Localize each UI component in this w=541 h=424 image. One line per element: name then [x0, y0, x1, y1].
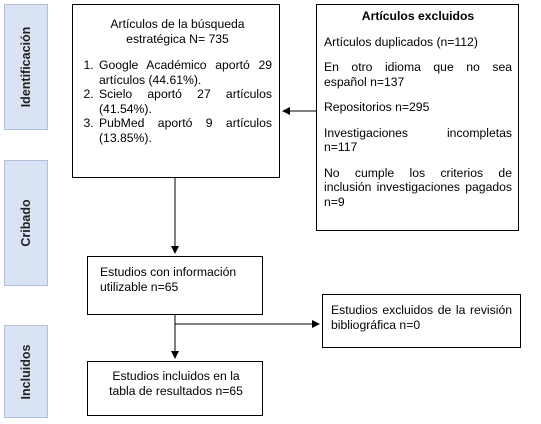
included-studies-box	[87, 361, 263, 416]
phase-cribado-label: Cribado	[19, 199, 33, 247]
phase-identificacion-label: Identificación	[19, 26, 33, 108]
phase-incluidos-label: Incluidos	[19, 344, 33, 399]
source-item: 2. Scielo aportó 27 artículos (41.54%).	[97, 87, 272, 116]
included-studies-text: Estudios incluidos en la tabla de resultados n=65	[109, 369, 243, 398]
excluded-item: En otro idioma que no sea español n=137	[324, 60, 512, 89]
excluded-review-text: Estudios excluidos de la revisión bibliográfica n=0	[331, 303, 512, 332]
source-item: 3. PubMed aportó 9 artículos (13.85%).	[97, 116, 272, 145]
excluded-item: Artículos duplicados (n=112)	[324, 34, 478, 49]
excluded-articles-box	[316, 4, 519, 231]
excluded-item: Repositorios n=295	[324, 100, 430, 114]
excluded-item: No cumple los criterios de inclusión investigaciones pagados n=9	[324, 165, 512, 209]
excluded-review-box	[322, 294, 521, 348]
source-list	[83, 58, 272, 145]
usable-studies-text: Estudios con información utilizable n=65	[100, 265, 237, 294]
search-results-title: Artículos de la búsqueda estratégica N= 735	[110, 17, 245, 46]
source-item: 1. Google Académico aportó 29 artículos (44.61%).	[97, 58, 272, 87]
excluded-item: Investigaciones incompletas n=117	[324, 125, 512, 154]
excluded-articles-title: Artículos excluidos	[361, 9, 475, 23]
usable-studies-box	[87, 256, 263, 315]
search-results-box	[72, 4, 280, 178]
